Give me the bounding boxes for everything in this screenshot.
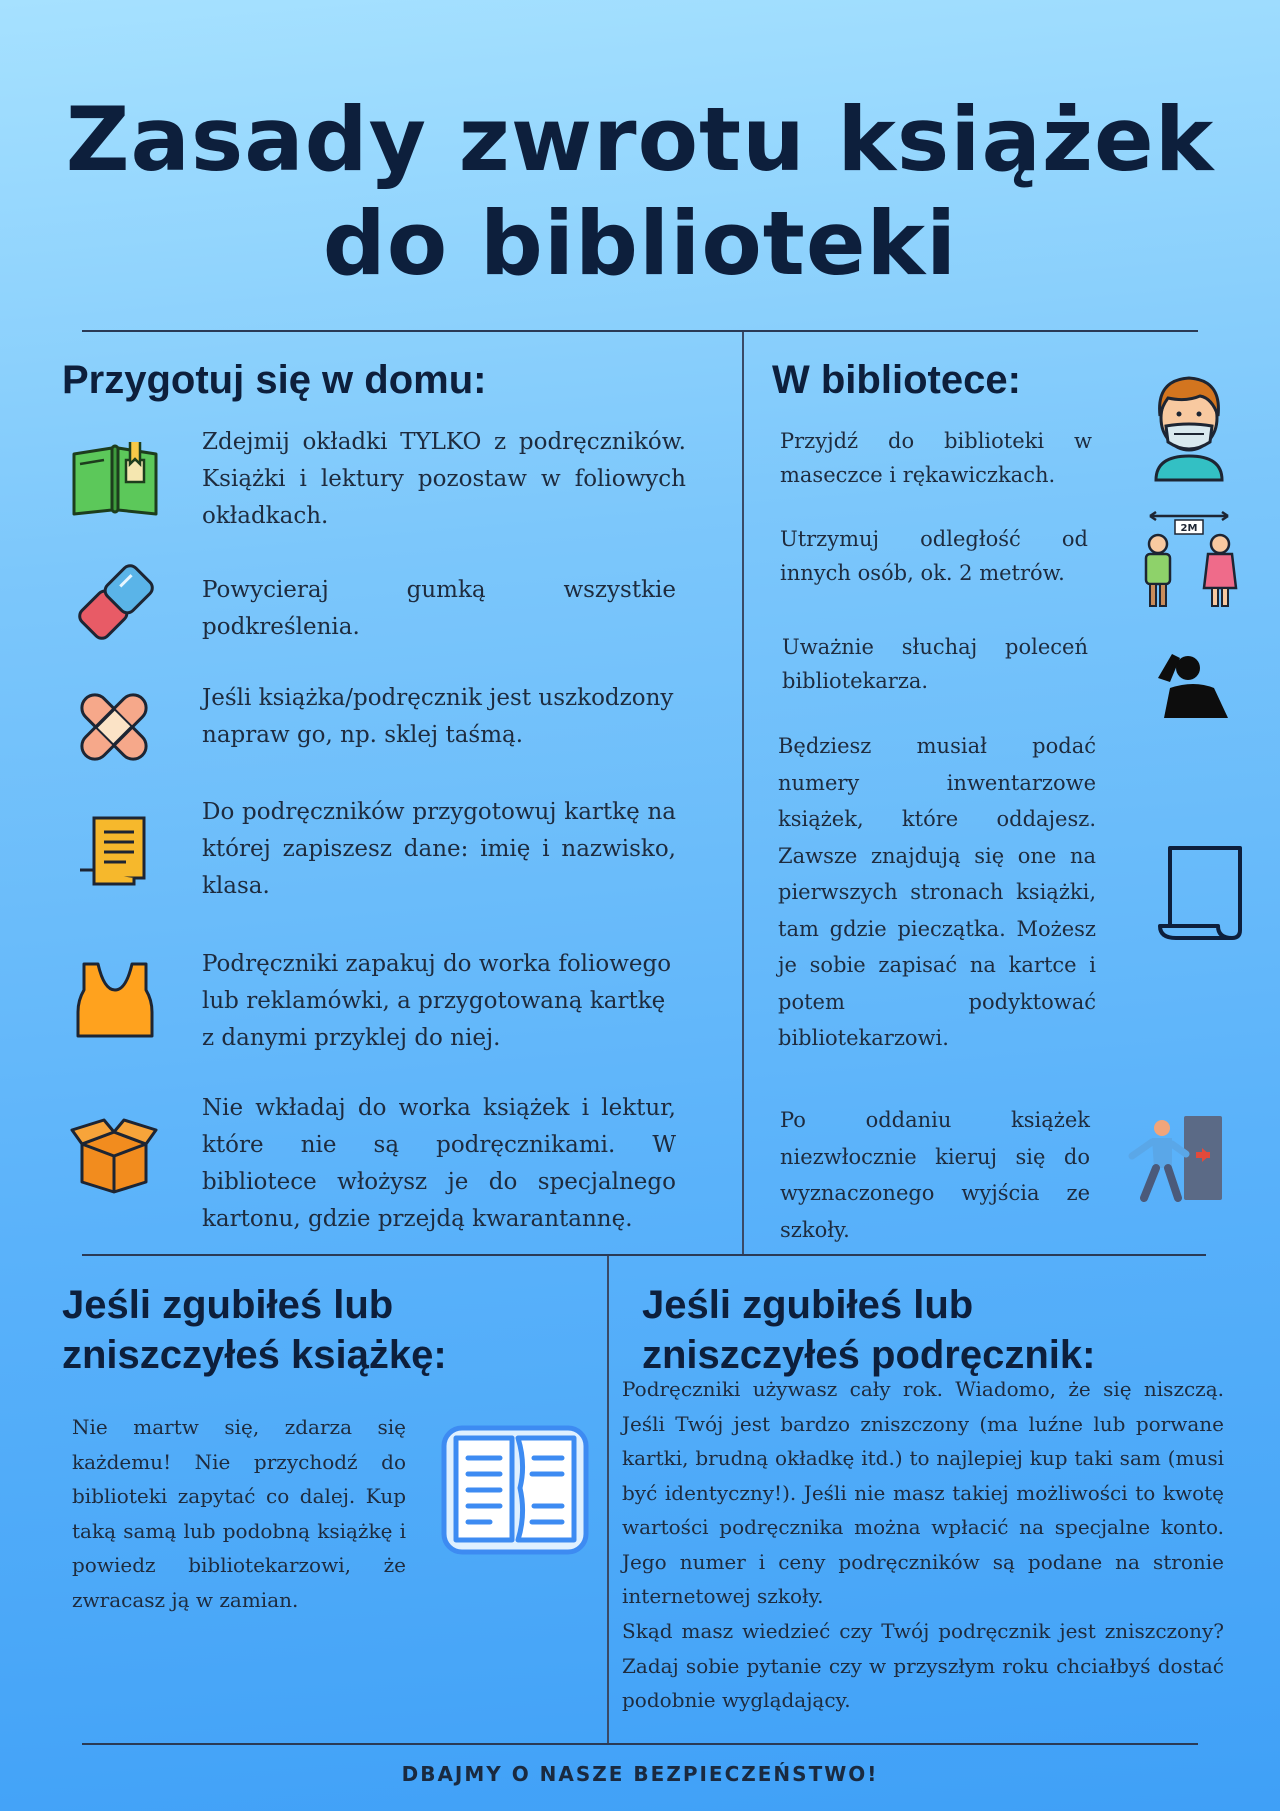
lost-book-heading-line-1: Jeśli zgubiłeś lub xyxy=(62,1283,394,1327)
library-item-4-text: Będziesz musiał podać numery inwentarzowe książek, które oddajesz. Zawsze znajdują się one na pierwszych stronach książki, tam gdzie pieczątka. Możesz je sobie zapisać na kartce i potem podyktować bibliotekarzowi. xyxy=(778,734,1096,1050)
mask-person-icon xyxy=(1150,372,1228,482)
home-item-6-text: Nie wkładaj do worka książek i lektur, które nie są podręcznikami. W bibliotece włożysz je do specjalnego kartonu, gdzie przejdą kwarantannę. xyxy=(202,1095,676,1232)
lost-book-heading-line-2: zniszczyłeś książkę: xyxy=(62,1333,447,1377)
exit-icon xyxy=(1126,1114,1226,1202)
lost-textbook-heading xyxy=(642,1280,1095,1380)
middle-vertical-divider xyxy=(742,332,744,1254)
lost-book-text: Nie martw się, zdarza się każdemu! Nie przychodź do biblioteki zapytać co dalej. Kup taką samą lub podobną książkę i powiedz bibliotekarzowi, że zwracasz ją w zamian. xyxy=(72,1415,406,1612)
open-book-icon xyxy=(440,1418,590,1556)
library-item-1-text: Przyjdź do biblioteki w maseczce i rękawiczkach. xyxy=(780,429,1092,487)
footer-slogan: DBAJMY O NASZE BEZPIECZEŃSTWO! xyxy=(401,1762,879,1786)
lost-book-heading xyxy=(62,1280,447,1380)
book-icon xyxy=(68,440,162,516)
distance-icon xyxy=(1140,510,1238,610)
title-line-1: Zasady zwrotu książek xyxy=(65,88,1215,191)
bottom-vertical-divider xyxy=(607,1256,609,1744)
library-heading: W bibliotece: xyxy=(772,358,1021,402)
page-title xyxy=(0,88,1280,296)
library-item-3-text: Uważnie słuchaj poleceń bibliotekarza. xyxy=(782,635,1088,693)
bottom-divider xyxy=(82,1743,1198,1745)
notes-icon xyxy=(74,812,152,890)
home-heading: Przygotuj się w domu: xyxy=(62,358,487,402)
box-icon xyxy=(68,1112,160,1196)
top-divider xyxy=(82,330,1198,332)
listen-icon xyxy=(1154,648,1232,720)
bag-icon xyxy=(74,956,156,1042)
lost-textbook-heading-line-1: Jeśli zgubiłeś lub xyxy=(642,1283,974,1327)
library-item-5-text: Po oddaniu książek niezwłocznie kieruj się do wyznaczonego wyjścia ze szkoły. xyxy=(780,1108,1090,1242)
library-item-2-text: Utrzymuj odległość od innych osób, ok. 2 metrów. xyxy=(780,527,1088,585)
home-item-3-text: Jeśli książka/podręcznik jest uszkodzony napraw go, np. sklej taśmą. xyxy=(202,685,674,748)
home-item-5-text: Podręczniki zapakuj do worka foliowego lub reklamówki, a przygotowaną kartkę z danymi przyklej do niej. xyxy=(202,951,672,1051)
bandage-icon xyxy=(68,684,160,770)
distance-badge: 2M xyxy=(1180,523,1198,534)
paper-scroll-icon xyxy=(1156,844,1244,942)
middle-divider xyxy=(82,1254,1206,1256)
title-line-2: do biblioteki xyxy=(322,192,958,295)
lost-textbook-text-1: Podręczniki używasz cały rok. Wiadomo, że się niszczą. Jeśli Twój jest bardzo zniszczony (ma luźne lub porwane kartki, brudną okładkę itd.) to najlepiej kup taki sam (musi być identyczny!). Jeśli nie masz takiej możliwości to kwotę wartości podręcznika można wpłacić na specjalne konto. Jego numer i ceny podręczników są podane na stronie internetowej szkoły. xyxy=(622,1377,1224,1608)
home-item-4-text: Do podręczników przygotowuj kartkę na której zapiszesz dane: imię i nazwisko, klasa. xyxy=(202,799,676,899)
home-item-1-text: Zdejmij okładki TYLKO z podręczników. Książki i lektury pozostaw w foliowych okładkach. xyxy=(202,429,686,529)
lost-textbook-heading-line-2: zniszczyłeś podręcznik: xyxy=(642,1333,1096,1377)
lost-textbook-text-2: Skąd masz wiedzieć czy Twój podręcznik jest zniszczony? Zadaj sobie pytanie czy w przyszłym roku chciałbyś dostać podobnie wyglądający. xyxy=(622,1619,1224,1712)
eraser-icon xyxy=(70,556,162,648)
home-item-2-text: Powycieraj gumką wszystkie podkreślenia. xyxy=(202,577,676,640)
